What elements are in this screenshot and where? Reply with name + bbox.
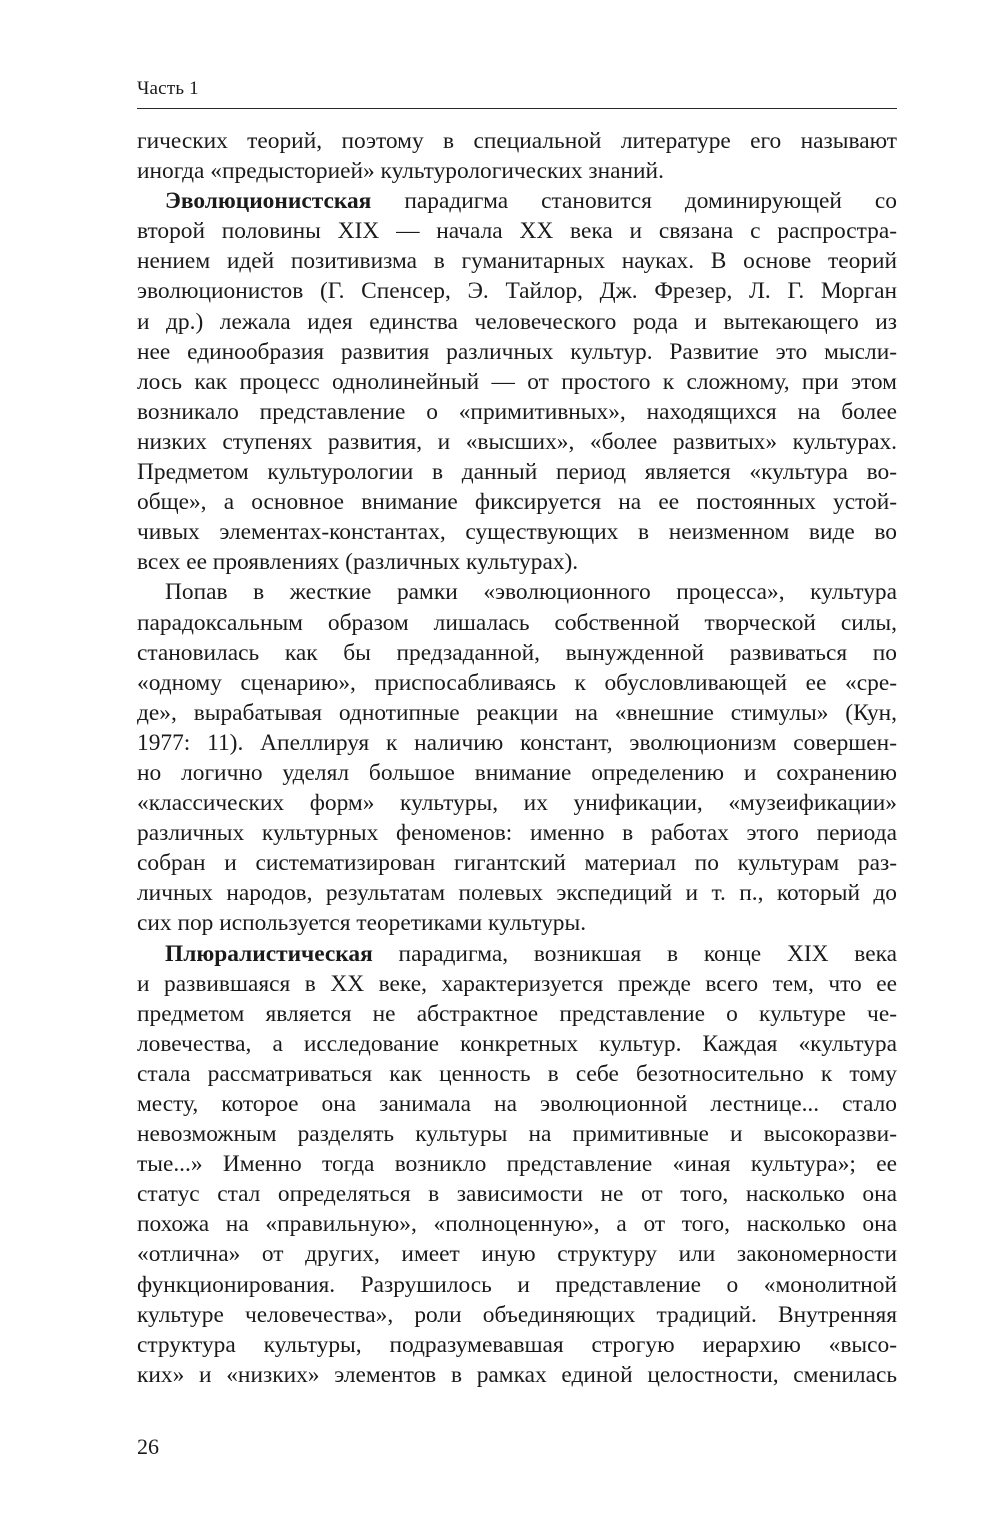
term-evolutionist: Эволюционистская	[165, 188, 372, 215]
page-number: 26	[137, 1434, 159, 1459]
text-line: и др.) лежала идея единства человеческого рода и вытекающего из	[137, 308, 897, 335]
text-line: но логично уделял большое внимание определению и сохранению	[137, 759, 897, 786]
text-line: похожа на «правильную», «полноценную», а от того, насколько она	[137, 1211, 897, 1238]
text-line: нением идей позитивизма в гуманитарных науках. В основе теорий	[137, 248, 897, 275]
header-rule	[137, 108, 897, 109]
text-line: сих пор используется теоретиками культуры.	[137, 910, 587, 937]
text-line: де», вырабатывая однотипные реакции на «внешние стимулы» (Кун,	[137, 699, 897, 726]
text-line: 1977: 11). Апеллируя к наличию констант, эволюционизм совершен-	[137, 729, 897, 756]
paragraph-first-line	[137, 939, 897, 969]
text-line: личных народов, результатам полевых экспедиций и т. п., который до	[137, 880, 897, 907]
text-line: всех ее проявлениях (различных культурах).	[137, 549, 579, 576]
text-line: становилась как бы предзаданной, вынужденной развиваться по	[137, 639, 897, 666]
text-line: гических теорий, поэтому в специальной литературе его называют	[137, 128, 897, 154]
text-line: возникало представление о «примитивных», находящихся на более	[137, 398, 897, 425]
text-line: предметом является не абстрактное представление о культуре че-	[137, 1000, 897, 1027]
body-text	[137, 126, 897, 1390]
text-fragment: парадигма становится доминирующей со	[371, 188, 897, 215]
text-line: культуре человечества», роли объединяющих традиций. Внутренняя	[137, 1301, 897, 1328]
text-line: структура культуры, подразумевавшая строгую иерархию «высо-	[137, 1331, 897, 1358]
text-fragment: парадигма, возникшая в конце XIX века	[372, 940, 897, 967]
text-line: низких ступенях развития, и «высших», «более развитых» культурах.	[137, 428, 897, 455]
text-line: «классических форм» культуры, их унификации, «музеификации»	[137, 790, 897, 817]
text-line: статус стал определяться в зависимости не от того, насколько она	[137, 1181, 897, 1208]
text-line: второй половины XIX — начала XX века и связана с распростра-	[137, 218, 897, 245]
text-line: Предметом культурологии в данный период является «культура во-	[137, 459, 897, 486]
text-line: обще», а основное внимание фиксируется на ее постоянных устой-	[137, 489, 897, 516]
text-line: тые...» Именно тогда возникло представление «иная культура»; ее	[137, 1151, 897, 1178]
term-pluralistic: Плюралистическая	[165, 940, 373, 967]
text-line: функционирования. Разрушилось и представление о «монолитной	[137, 1271, 897, 1298]
text-line: и развившаяся в XX веке, характеризуется прежде всего тем, что ее	[137, 970, 897, 997]
text-line: лось как процесс однолинейный — от простого к сложному, при этом	[137, 368, 897, 395]
running-head-title: Часть 1	[137, 78, 199, 99]
paragraph-first-line: Попав в жесткие рамки «эволюционного процесса», культура	[165, 579, 897, 606]
text-line: эволюционистов (Г. Спенсер, Э. Тайлор, Дж. Фрезер, Л. Г. Морган	[137, 278, 897, 305]
text-line: собран и систематизирован гигантский материал по культурам раз-	[137, 850, 897, 877]
text-line: различных культурных феноменов: именно в работах этого периода	[137, 820, 897, 847]
text-line: стала рассматриваться как ценность в себе безотносительно к тому	[137, 1060, 897, 1087]
text-line: парадоксальным образом лишалась собственной творческой силы,	[137, 609, 897, 636]
text-line: ловечества, а исследование конкретных культур. Каждая «культура	[137, 1030, 897, 1057]
text-line: месту, которое она занимала на эволюционной лестнице... стало	[137, 1091, 897, 1117]
text-line: иногда «предысторией» культурологических знаний.	[137, 158, 664, 185]
text-line: «отлична» от других, имеет иную структуру или закономерности	[137, 1241, 897, 1268]
text-line: нее единообразия развития различных культур. Развитие это мысли-	[137, 338, 897, 365]
text-line: ких» и «низких» элементов в рамках единой целостности, сменилась	[137, 1361, 897, 1388]
text-line: чивых элементах-константах, существующих в неизменном виде во	[137, 519, 897, 546]
text-line: невозможным разделять культуры на примитивные и высокоразви-	[137, 1121, 897, 1148]
paragraph-first-line	[137, 186, 897, 216]
text-line: «одному сценарию», приспосабливаясь к обусловливающей ее «сре-	[137, 669, 897, 696]
